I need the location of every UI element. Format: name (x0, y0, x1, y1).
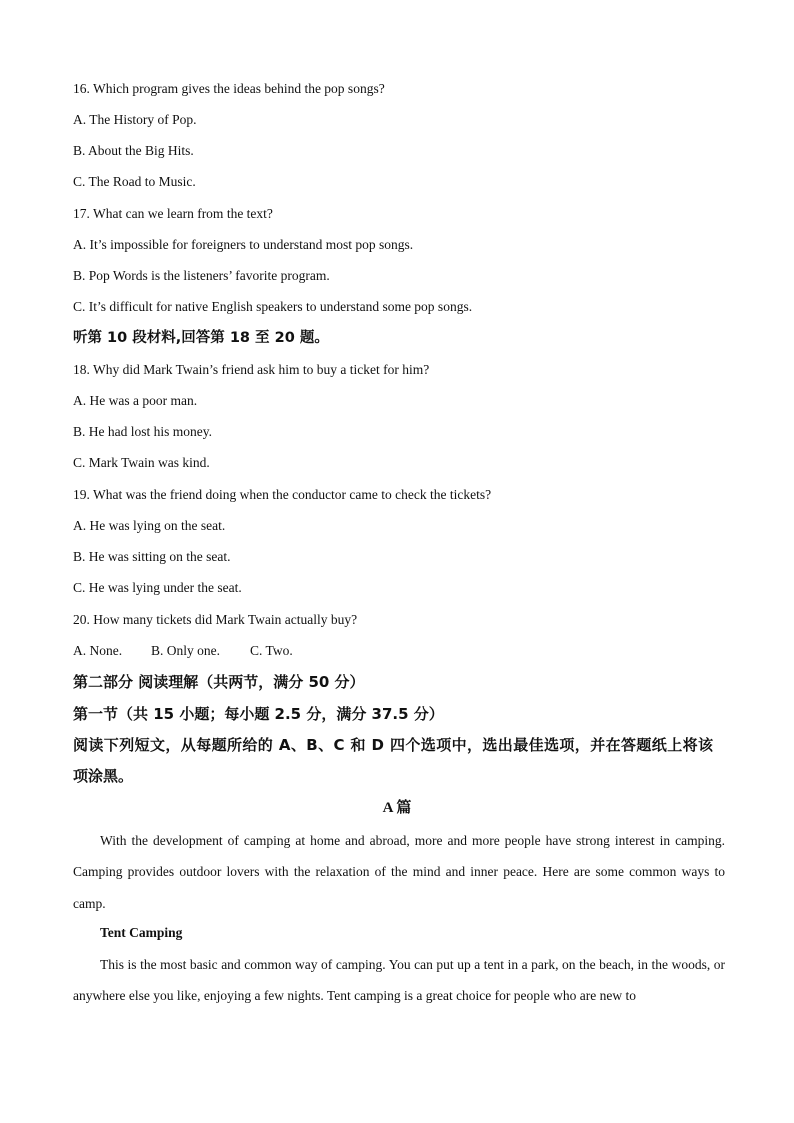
question-19-option-c: C. He was lying under the seat. (73, 580, 242, 595)
question-17-option-a: A. It’s impossible for foreigners to understand most pop songs. (73, 237, 414, 252)
part-two-heading: 第二部分 阅读理解（共两节，满分 50 分） (73, 673, 365, 691)
section-10-instruction: 听第 10 段材料,回答第 18 至 20 题。 (73, 330, 329, 346)
question-17-option-b: B. Pop Words is the listeners’ favorite program. (73, 268, 330, 283)
question-17-option-c: C. It’s difficult for native English speakers to understand some pop songs. (73, 299, 473, 314)
section-one-heading: 第一节（共 15 小题；每小题 2.5 分，满分 37.5 分） (73, 705, 444, 723)
question-19-stem: 19. What was the friend doing when the conductor came to check the tickets? (73, 487, 492, 502)
question-16-stem: 16. Which program gives the ideas behind the pop songs? (73, 81, 385, 96)
question-20-option-a: A. None. (73, 643, 123, 658)
tent-camping-paragraph: This is the most basic and common way of camping. You can put up a tent in a park, on the beach, in the woods, or anywhere else you like, enjoying a few nights. Tent camping is a great choice for people who are new to (73, 957, 725, 1004)
reading-instruction-line-1: 阅读下列短文，从每题所给的 A、B、C 和 D 四个选项中，选出最佳选项，并在答题纸上将该 (73, 736, 714, 754)
question-19-option-b: B. He was sitting on the seat. (73, 549, 231, 564)
question-18-option-b: B. He had lost his money. (73, 424, 212, 439)
question-16-option-b: B. About the Big Hits. (73, 143, 194, 158)
question-20-options (73, 642, 293, 660)
question-18-option-c: C. Mark Twain was kind. (73, 455, 210, 470)
question-18-stem: 18. Why did Mark Twain’s friend ask him to buy a ticket for him? (73, 362, 430, 377)
subheading-tent-camping: Tent Camping (100, 925, 183, 940)
question-20-option-c: C. Two. (250, 643, 293, 658)
question-16-option-a: A. The History of Pop. (73, 112, 197, 127)
reading-instruction-line-2: 项涂黑。 (73, 767, 134, 785)
question-17-stem: 17. What can we learn from the text? (73, 206, 273, 221)
question-19-option-a: A. He was lying on the seat. (73, 518, 226, 533)
question-16-option-c: C. The Road to Music. (73, 174, 196, 189)
question-20-option-b: B. Only one. (151, 643, 220, 658)
question-18-option-a: A. He was a poor man. (73, 393, 198, 408)
passage-title: A 篇 (382, 800, 412, 816)
passage-intro-paragraph: With the development of camping at home and abroad, more and more people have strong interest in camping. Camping provides outdoor lovers with the relaxation of the mind and inner peace. Here are some common ways to camp. (73, 833, 725, 911)
question-20-stem: 20. How many tickets did Mark Twain actually buy? (73, 612, 358, 627)
